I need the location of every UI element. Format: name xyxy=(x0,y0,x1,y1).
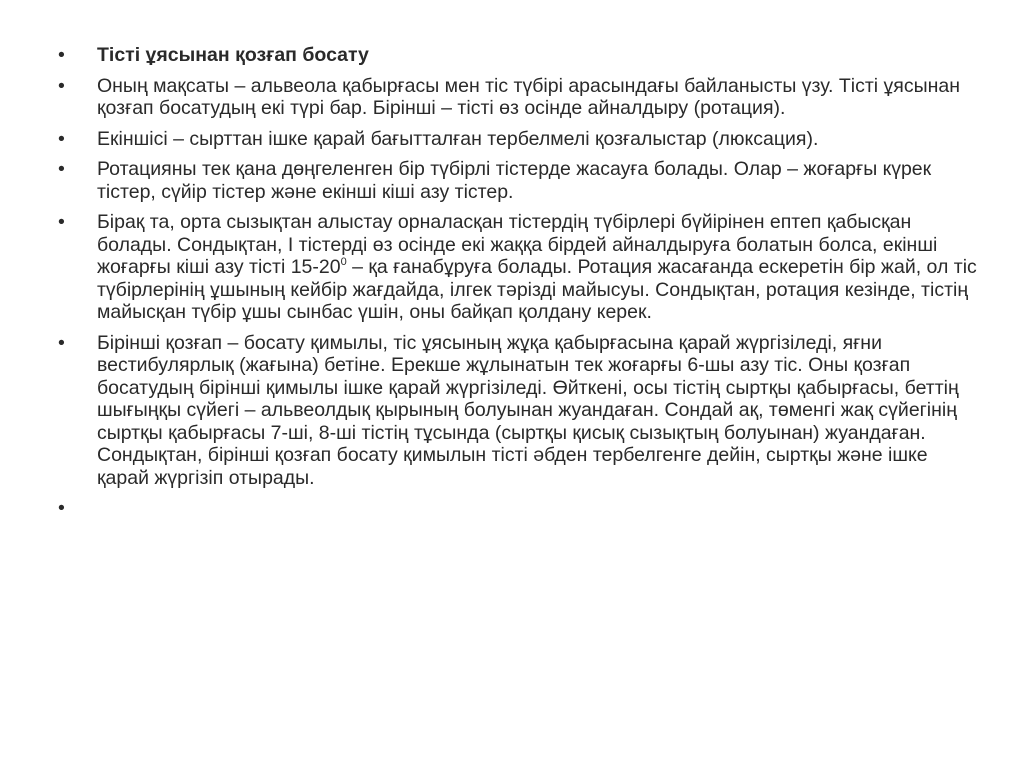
degree-superscript: 0 xyxy=(340,255,347,268)
bullet-text: Бірінші қозғап – босату қимылы, тіс ұясының жұқа қабырғасына қарай жүргізіледі, яғни вестибулярлық (жағына) бетіне. Ерекше жұлынатын тек жоғарғы 6-шы азу тіс. Оны қозғап босатудың бірінші қимылы ішке қарай жүргізіледі. Өйткені, осы тістің сыртқы қабырғасы, беттің шығыңқы сүйегі – альвеолдық қырының болуынан жуандаған. Сондай ақ, төменгі жақ сүйегінің сыртқы қабырғасы 7-ші, 8-ші тістің тұсында (сыртқы қисық сызықтың болуынан) жуандаған. Сондықтан, бірінші қозғап босату қимылын тісті әбден тербелгенге дейін, сыртқы және ішке қарай жүргізіп отырады. xyxy=(97,331,959,489)
bullet-text xyxy=(97,211,978,324)
bullet-icon: • xyxy=(58,158,65,180)
bullet-item-title xyxy=(58,44,978,67)
bullet-item-first-movement xyxy=(58,332,978,490)
bullet-icon: • xyxy=(58,74,65,97)
bullet-text-part-1: Бірақ та, орта сызықтан алыстау орналасқан тістердің түбірлері бүйірінен ептеп қабысқан болады. Сондықтан, I тістерді өз осінде екі жаққа бірдей айналдыруға болатын болса, екінші жоғарғы кіші азу тісті 15-20 xyxy=(97,211,938,278)
bullet-item-roots xyxy=(58,211,978,324)
bullet-icon: • xyxy=(58,127,65,150)
bullet-text: Екіншісі – сырттан ішке қарай бағытталған тербелмелі қозғалыстар (люксация). xyxy=(97,127,819,150)
bullet-text: Оның мақсаты – альвеола қабырғасы мен тіс түбірі арасындағы байланысты үзу. Тісті ұясынан қозғап босатудың екі түрі бар. Бірінші – тісті өз осінде айналдыру (ротация). xyxy=(97,74,960,119)
bullet-item-luxation xyxy=(58,128,978,151)
bullet-text-part-2: – қа ғанабұруға болады. Ротация жасағанда ескеретін бір жай, ол тіс түбірлерінің ұшының кейбір жағдайда, ілгек тәрізді майысуы. Сондықтан, ротация кезінде, тістің майысқан түбір ұшы сынбас үшін, оны байқап қолдану керек. xyxy=(97,256,977,323)
bullet-icon: • xyxy=(58,497,65,519)
bullet-list xyxy=(58,44,978,519)
bullet-heading-text: Тісті ұясынан қозғап босату xyxy=(97,44,369,66)
bullet-icon: • xyxy=(58,44,65,66)
bullet-icon: • xyxy=(58,211,65,233)
bullet-text: Ротацияны тек қана дөңгеленген бір түбірлі тістерде жасауға болады. Олар – жоғарғы күрек тістер, сүйір тістер және екінші кіші азу тістер. xyxy=(97,158,932,203)
bullet-item-purpose xyxy=(58,75,978,120)
bullet-item-rotation xyxy=(58,158,978,203)
bullet-icon: • xyxy=(58,331,65,354)
